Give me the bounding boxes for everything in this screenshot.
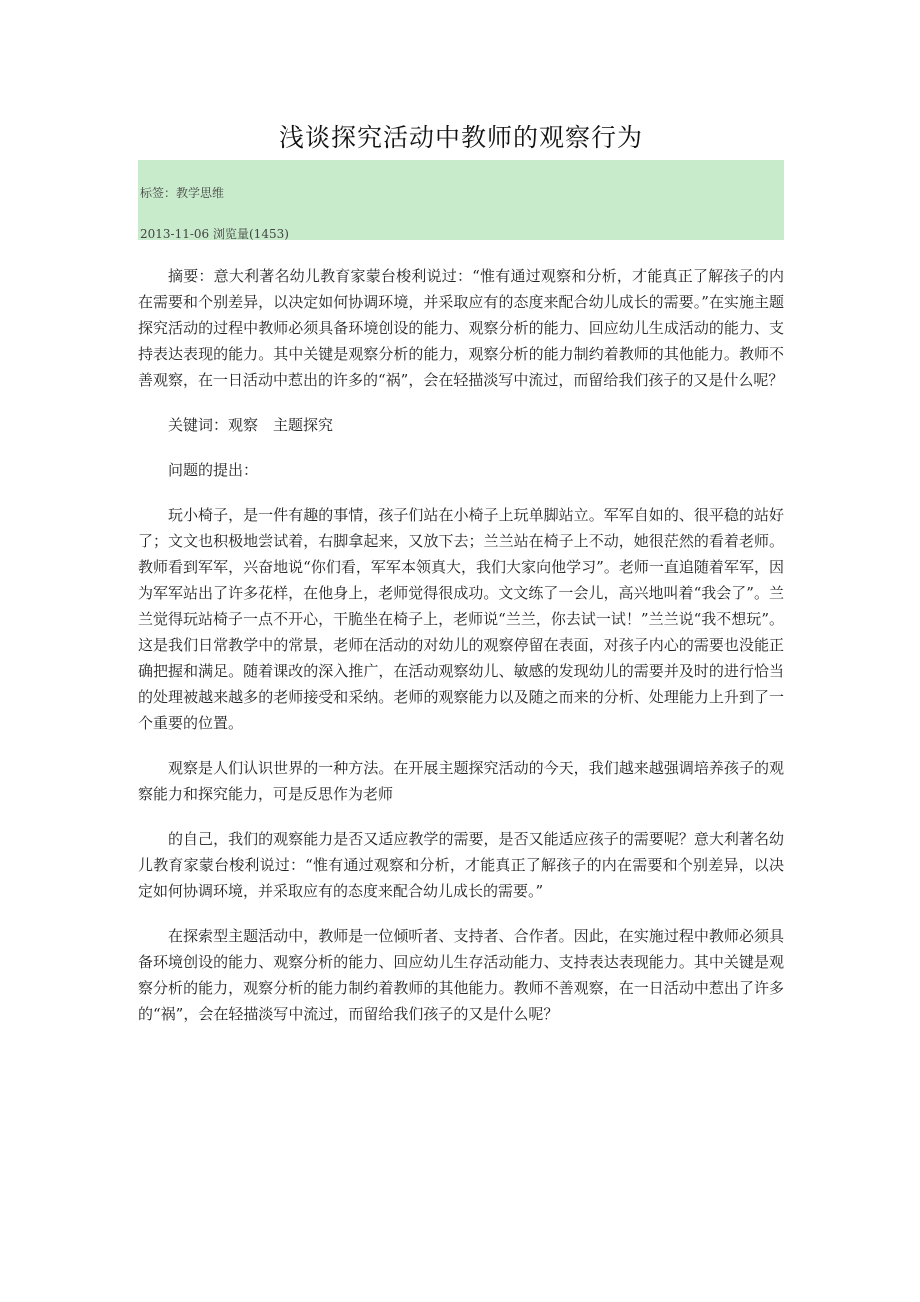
article-date-views: 2013-11-06 浏览量(1453) — [140, 227, 289, 241]
paragraph-keywords: 关键词：观察 主题探究 — [168, 416, 334, 434]
article-title: 浅谈探究活动中教师的观察行为 — [278, 123, 643, 152]
paragraph-question-heading: 问题的提出： — [168, 461, 259, 479]
paragraph-observation: 观察是人们认识世界的一种方法。在开展主题探究活动的今天，我们越来越强调培养孩子的观察能力和探究能力，可是反思作为老师 — [138, 759, 784, 803]
article-meta-box — [138, 160, 784, 240]
paragraph-teacher-role: 在探索型主题活动中，教师是一位倾听者、支持者、合作者。因此，在实施过程中教师必须具备环境创设的能力、观察分析的能力、回应幼儿生存活动能力、支持表达表现能力。其中关键是观察分析的能力，观察分析的能力制约着教师的其他能力。教师不善观察，在一日活动中惹出了许多的“祸”，会在轻描淡写中流过，而留给我们孩子的又是什么呢？ — [138, 927, 784, 1023]
paragraph-abstract: 摘要：意大利著名幼儿教育家蒙台梭利说过：“惟有通过观察和分析，才能真正了解孩子的内在需要和个别差异，以决定如何协调环境，并采取应有的态度来配合幼儿成长的需要。”在实施主题探究活动的过程中教师必须具备环境创设的能力、观察分析的能力、回应幼儿生成活动的能力、支持表达表现的能力。其中关键是观察分析的能力，观察分析的能力制约着教师的其他能力。教师不善观察，在一日活动中惹出的许多的“祸”，会在轻描淡写中流过，而留给我们孩子的又是什么呢？ — [138, 267, 784, 389]
paragraph-reflection: 的自己，我们的观察能力是否又适应教学的需要，是否又能适应孩子的需要呢？意大利著名幼儿教育家蒙台梭利说过：“惟有通过观察和分析，才能真正了解孩子的内在需要和个别差异，以决定如何协调环境，并采取应有的态度来配合幼儿成长的需要。” — [138, 830, 784, 900]
article-tags: 标签：教学思维 — [140, 186, 225, 200]
paragraph-case: 玩小椅子，是一件有趣的事情，孩子们站在小椅子上玩单脚站立。军军自如的、很平稳的站好了；文文也积极地尝试着，右脚拿起来，又放下去；兰兰站在椅子上不动，她很茫然的看着老师。教师看到军军，兴奋地说“你们看，军军本领真大，我们大家向他学习”。老师一直追随着军军，因为军军站出了许多花样，在他身上，老师觉得很成功。文文练了一会儿，高兴地叫着“我会了”。兰兰觉得玩站椅子一点不开心，干脆坐在椅子上，老师说“兰兰，你去试一试！”兰兰说“我不想玩”。这是我们日常教学中的常景，老师在活动的对幼儿的观察停留在表面，对孩子内心的需要也没能正确把握和满足。随着课改的深入推广，在活动观察幼儿、敏感的发现幼儿的需要并及时的进行恰当的处理被越来越多的老师接受和采纳。老师的观察能力以及随之而来的分析、处理能力上升到了一个重要的位置。 — [138, 506, 784, 732]
article-body — [138, 263, 784, 1046]
